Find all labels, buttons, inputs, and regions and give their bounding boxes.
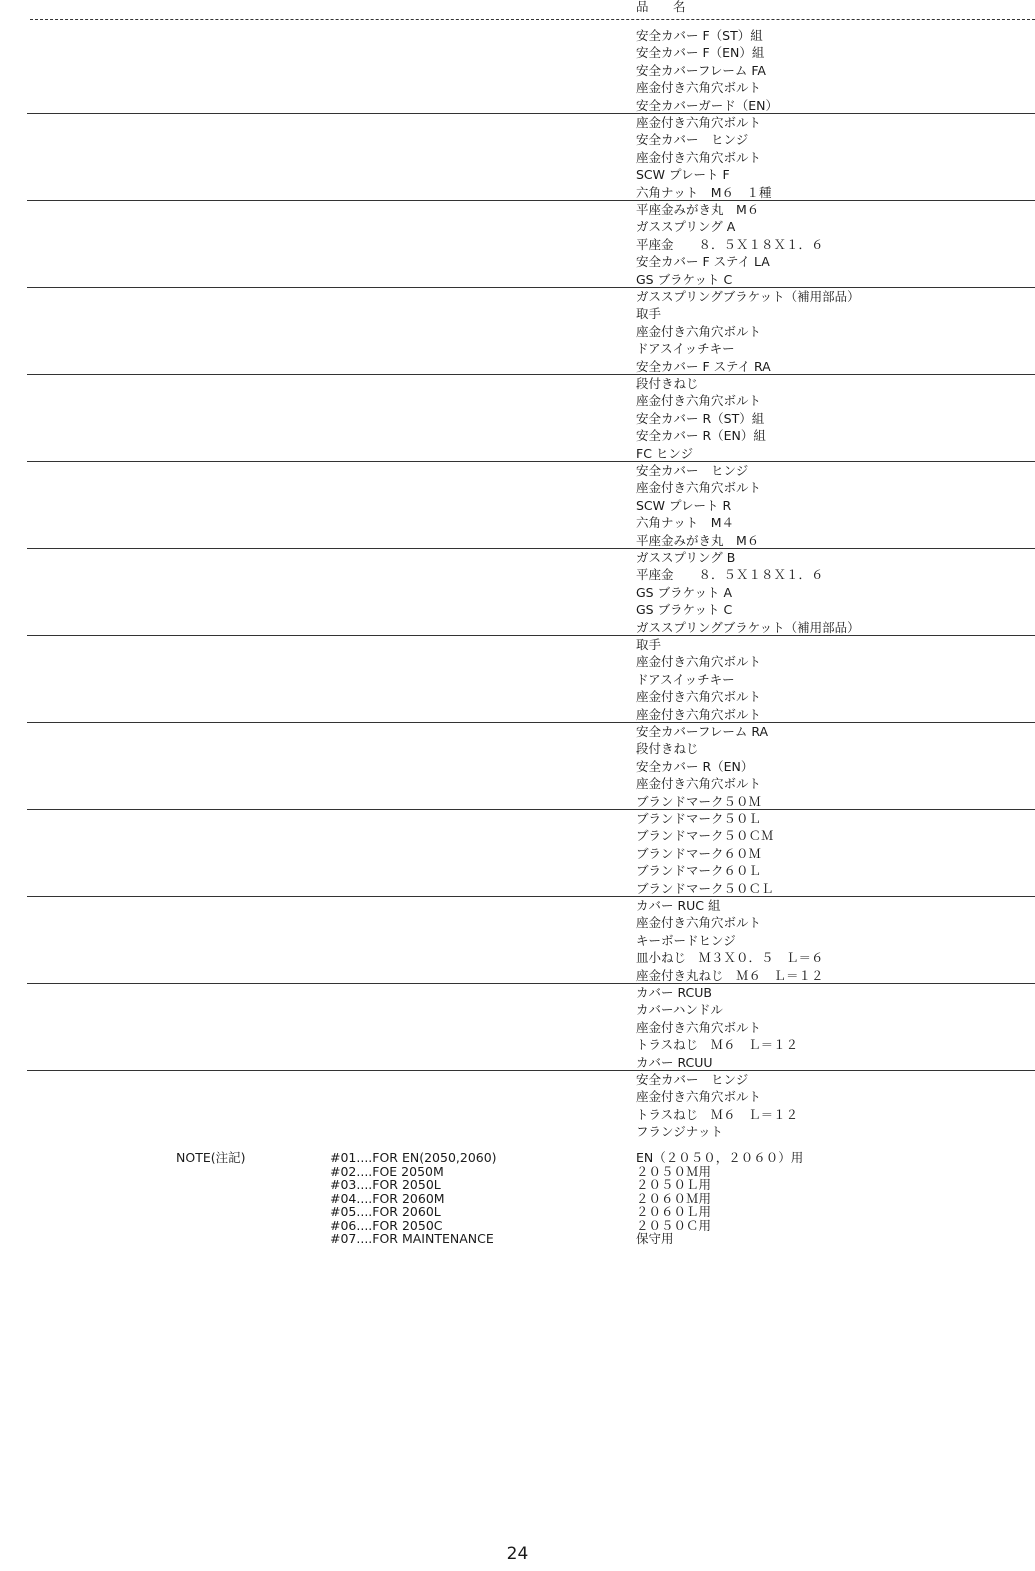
parts-group [27, 636, 1035, 723]
header-dashed-divider [30, 19, 1035, 20]
part-name: 六角ナット M４ [636, 515, 735, 531]
part-name: 平座金 ８．５Ｘ１８Ｘ１．６ [636, 567, 824, 583]
parts-group-items [636, 549, 860, 636]
page-number: 24 [506, 1544, 529, 1564]
part-name: 安全カバーガード（EN） [636, 97, 778, 113]
part-name: 段付きねじ [636, 376, 699, 391]
part-name: 座金付き六角穴ボルト [636, 654, 762, 670]
part-name: カバー RUC 組 [636, 898, 721, 913]
part-name: 座金付き六角穴ボルト [636, 915, 762, 931]
part-name: 座金付き六角穴ボルト [636, 706, 762, 722]
parts-group [27, 201, 1035, 288]
part-name: 取手 [636, 306, 662, 322]
parts-group-items [636, 897, 824, 984]
part-name: カバーハンドル [636, 1002, 723, 1018]
part-name: 平座金みがき丸 M６ [636, 202, 760, 217]
part-name: 座金付き丸ねじ Ｍ６ Ｌ＝１２ [636, 967, 824, 983]
parts-group-items [636, 288, 860, 375]
parts-group [27, 114, 1035, 201]
note-description: ２０５０Ｃ用 [636, 1217, 712, 1233]
note-code: #01....FOR EN(2050,2060) [330, 1150, 497, 1165]
part-name: カバー RCUU [636, 1054, 713, 1070]
part-name: SCW プレート F [636, 167, 730, 183]
parts-group-items [636, 201, 824, 288]
part-name: 安全カバーフレーム RA [636, 724, 769, 739]
parts-group [27, 1071, 1035, 1158]
part-name: 平座金 ８．５Ｘ１８Ｘ１．６ [636, 236, 824, 252]
part-name: 安全カバー F ステイ LA [636, 254, 770, 270]
part-name: 座金付き六角穴ボルト [636, 1089, 762, 1105]
parts-group [27, 897, 1035, 984]
parts-group [27, 288, 1035, 375]
note-code: #04....FOR 2060M [330, 1190, 445, 1206]
part-name: 段付きねじ [636, 741, 699, 757]
part-name: 安全カバー R（EN）組 [636, 428, 766, 444]
note-description: ２０６０Ｍ用 [636, 1190, 712, 1206]
part-name: トラスねじ Ｍ６ Ｌ＝１２ [636, 1106, 799, 1122]
part-name: GS ブラケット A [636, 584, 732, 600]
part-name: ガススプリング A [636, 219, 736, 235]
part-name: 安全カバー R（EN） [636, 758, 754, 774]
part-name: 座金付き六角穴ボルト [636, 115, 762, 130]
part-name: ブランドマーク５０Ｌ [636, 811, 762, 826]
parts-group-items [636, 810, 774, 897]
note-code: #02....FOE 2050M [330, 1163, 444, 1179]
part-name: 六角ナット M６ １種 [636, 184, 772, 200]
column-header-part-name: 品 名 [636, 0, 692, 14]
part-name: 座金付き六角穴ボルト [636, 1019, 762, 1035]
note-code: #03....FOR 2050L [330, 1177, 441, 1192]
parts-group [27, 810, 1035, 897]
part-name: 安全カバー ヒンジ [636, 1072, 749, 1087]
parts-group [27, 462, 1035, 549]
part-name: SCW プレート R [636, 497, 732, 513]
part-name: 座金付き六角穴ボルト [636, 323, 762, 339]
parts-group [27, 375, 1035, 462]
part-name: ブランドマーク６０Ｍ [636, 845, 762, 861]
note-code: #06....FOR 2050C [330, 1217, 443, 1233]
note-description: ２０５０Ｍ用 [636, 1163, 712, 1179]
part-name: カバー RCUB [636, 985, 712, 1000]
part-name: 安全カバー ヒンジ [636, 132, 749, 148]
part-name: 平座金みがき丸 M６ [636, 532, 760, 548]
parts-group-items [636, 114, 772, 201]
part-name: キーボードヒンジ [636, 932, 736, 948]
note-japanese-list [636, 1151, 803, 1246]
parts-group [27, 549, 1035, 636]
part-name: 安全カバー R（ST）組 [636, 410, 765, 426]
part-name: 座金付き六角穴ボルト [636, 480, 762, 496]
parts-group [27, 27, 1035, 114]
part-name: ドアスイッチキー [636, 341, 735, 357]
part-name: 取手 [636, 637, 662, 652]
part-name: トラスねじ Ｍ６ Ｌ＝１２ [636, 1037, 799, 1053]
note-description: ２０５０Ｌ用 [636, 1177, 712, 1192]
part-name: ガススプリングブラケット（補用部品） [636, 289, 860, 304]
part-name: GS ブラケット C [636, 602, 733, 618]
part-name: 安全カバー F（EN）組 [636, 45, 765, 61]
part-name: FC ヒンジ [636, 445, 694, 461]
part-name: ブランドマーク５０Ｍ [636, 793, 762, 809]
part-name: 安全カバーフレーム FA [636, 62, 766, 78]
note-description: 保守用 [636, 1231, 674, 1246]
part-name: ガススプリング B [636, 550, 736, 565]
note-description: EN（２０５０，２０６０）用 [636, 1150, 804, 1165]
part-name: ブランドマーク５０ＣＬ [636, 880, 774, 896]
parts-group-items [636, 27, 778, 114]
note-label: NOTE(注記) [176, 1150, 246, 1165]
note-code: #05....FOR 2060L [330, 1204, 441, 1219]
part-name: GS ブラケット C [636, 271, 733, 287]
parts-group-items [636, 984, 798, 1071]
part-name: 安全カバー F（ST）組 [636, 28, 763, 43]
parts-group-items [636, 723, 768, 810]
part-name: 皿小ねじ Ｍ３Ｘ０．５ Ｌ＝６ [636, 950, 824, 966]
note-codes-list [330, 1151, 497, 1246]
part-name: フランジナット [636, 1124, 723, 1140]
part-name: ブランドマーク５０ＣＭ [636, 828, 774, 844]
parts-groups [0, 27, 1035, 1158]
parts-group-items [636, 462, 761, 549]
note-code: #07....FOR MAINTENANCE [330, 1231, 494, 1246]
parts-group-items [636, 375, 766, 462]
part-name: 座金付き六角穴ボルト [636, 80, 762, 96]
part-name: 安全カバー F ステイ RA [636, 358, 771, 374]
part-name: 安全カバー ヒンジ [636, 463, 749, 478]
parts-group [27, 984, 1035, 1071]
part-name: 座金付き六角穴ボルト [636, 689, 762, 705]
part-name: ガススプリングブラケット（補用部品） [636, 619, 860, 635]
parts-group-items [636, 636, 761, 723]
part-name: 座金付き六角穴ボルト [636, 149, 762, 165]
part-name: 座金付き六角穴ボルト [636, 393, 762, 409]
parts-group [27, 723, 1035, 810]
parts-group-items [636, 1071, 798, 1141]
part-name: ドアスイッチキー [636, 671, 735, 687]
part-name: ブランドマーク６０Ｌ [636, 863, 762, 879]
part-name: 座金付き六角穴ボルト [636, 776, 762, 792]
note-description: ２０６０Ｌ用 [636, 1204, 712, 1219]
